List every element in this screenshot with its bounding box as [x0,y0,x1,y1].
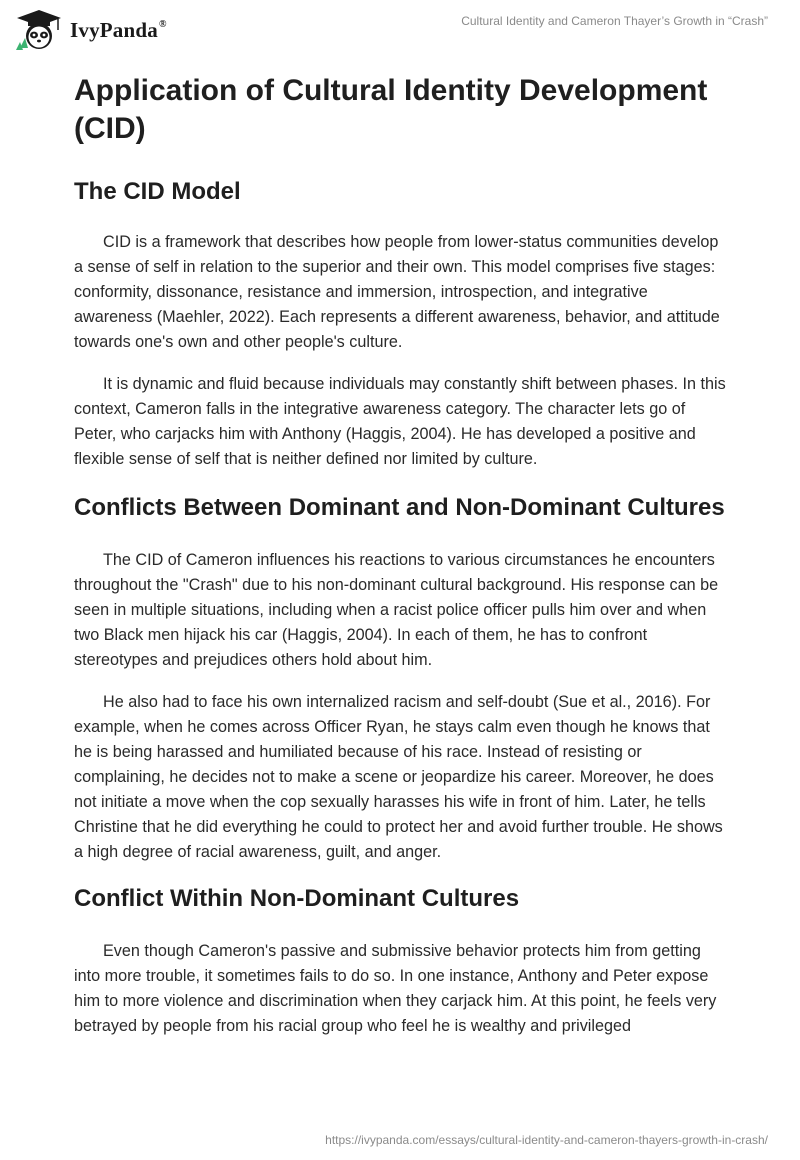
document-title: Cultural Identity and Cameron Thayer’s Growth in “Crash” [461,14,768,28]
article-content [74,66,726,1039]
paragraph: The CID of Cameron influences his reactions to various circumstances he encounters throughout the "Crash" due to his non-dominant cultural background. His response can be seen in multiple situations, including when a racist police officer pulls him over and when two Black men hijack his car (Haggis, 2004). In each of them, he has to confront stereotypes and prejudices others hold about him. [74,551,719,669]
ivypanda-logo[interactable] [14,8,167,52]
paragraph: CID is a framework that describes how people from lower-status communities develop a sense of self in relation to the superior and their own. This model comprises five stages: conformity, dissonance, resistance and immersion, introspection, and integrative awareness (Maehler, 2022). Each represents a different awareness, behavior, and attitude towards one's own and other people's culture. [74,233,720,351]
section-heading-cid-model: The CID Model [74,178,241,205]
paragraph: He also had to face his own internalized racism and self-doubt (Sue et al., 2016). For example, when he comes across Officer Ryan, he stays calm even though he knows that he is being harassed and humiliated because of his race. Instead of resisting or complaining, he decides not to make a scene or jeopardize his career. Moreover, he does not initiate a move when the cop sexually harasses his wife in front of him. Later, he tells Christine that he did everything he could to protect her and avoid further trouble. He shows a high degree of racial awareness, guilt, and anger. [74,693,723,861]
section-heading-conflict-within-cultures: Conflict Within Non-Dominant Cultures [74,885,520,912]
page-title: Application of Cultural Identity Development (CID) [74,74,708,145]
paragraph: It is dynamic and fluid because individuals may constantly shift between phases. In this context, Cameron falls in the integrative awareness category. The character lets go of Peter, who carjacks him with Anthony (Haggis, 2004). He has developed a positive and flexible sense of self that is neither defined nor limited by culture. [74,375,726,468]
panda-graduate-logo-icon [14,8,64,52]
source-url[interactable]: https://ivypanda.com/essays/cultural-identity-and-cameron-thayers-growth-in-crash/ [325,1133,768,1147]
brand-name: IvyPanda® [70,17,167,42]
paragraph: Even though Cameron's passive and submissive behavior protects him from getting into more trouble, it sometimes fails to do so. In one instance, Anthony and Peter expose him to more violence and discrimination when they carjack him. At this point, he feels very betrayed by people from his racial group who feel he is wealthy and privileged [74,942,717,1035]
section-heading-conflicts-between-cultures: Conflicts Between Dominant and Non-Dominant Cultures [74,494,725,521]
page-header [0,0,800,60]
